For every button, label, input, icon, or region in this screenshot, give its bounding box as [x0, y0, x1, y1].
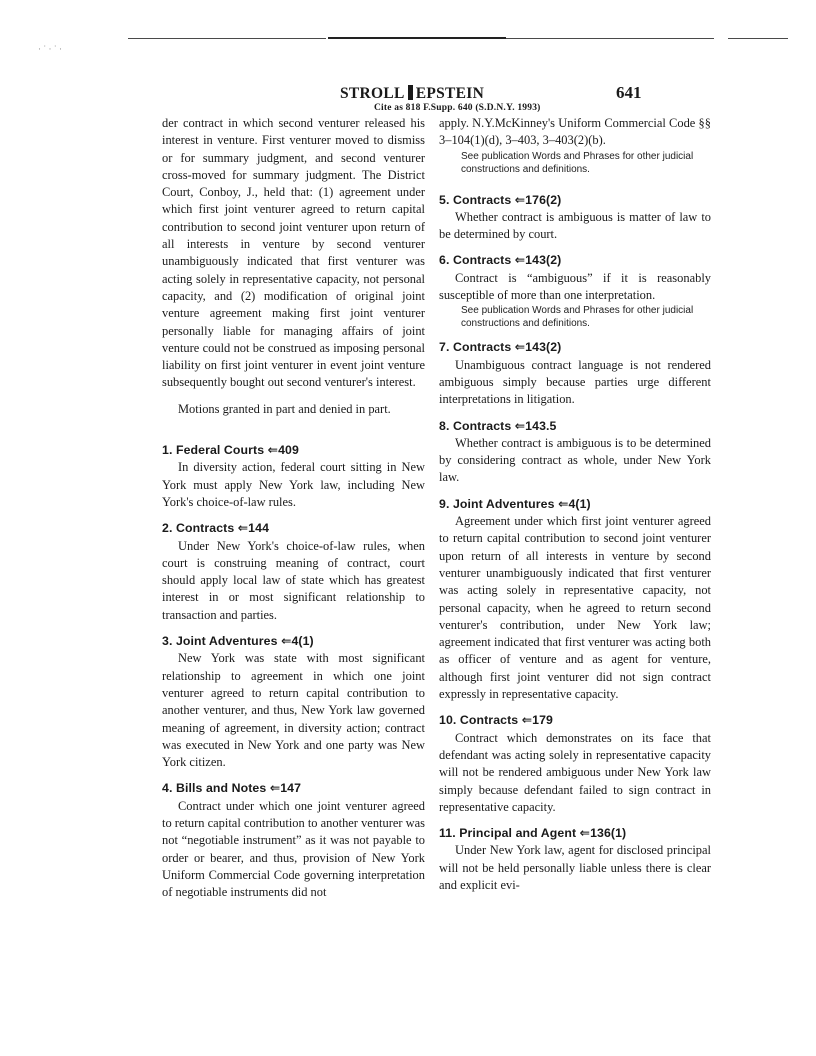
- headnote-5-text: Whether contract is ambiguous is matter of law to be determined by court.: [439, 209, 711, 242]
- scan-specks: · ˙ · ˙ ·: [38, 44, 62, 54]
- running-head-left: STROLL: [340, 85, 405, 102]
- headnote-10-title: 10. Contracts ⇐179: [439, 713, 553, 728]
- headnote-9-title: 9. Joint Adventures ⇐4(1): [439, 496, 591, 511]
- headnote-4-title: 4. Bills and Notes ⇐147: [162, 781, 302, 796]
- headnote-9-text: Agreement under which first joint venturer agreed to return capital contribution to second joint venturer upon return of all interests in venture by second venturer unambiguously indicated that first venturer was acting solely in representative capacity, not personal capacity, when he agreed to return second venturer's contribution, under New York law; agreement indicated that first venturer was acting both as officer of venture and as agent for venture, although first joint venturer did not sign contract expressly in representative capacity.: [439, 514, 711, 702]
- words-phrases-note-2: See publication Words and Phrases for other judicial constructions and definitions.: [461, 305, 694, 330]
- disposition: Motions granted in part and denied in part.: [178, 401, 391, 416]
- top-rule-far-right: [728, 38, 788, 39]
- headnote-7-title: 7. Contracts ⇐143(2): [439, 340, 562, 355]
- headnote-2-title: 2. Contracts ⇐144: [162, 521, 270, 536]
- top-rule-left: [128, 38, 326, 39]
- header-bar-mark: [408, 85, 413, 100]
- headnote-8-title: 8. Contracts ⇐143.5: [439, 418, 557, 433]
- words-phrases-note-1: See publication Words and Phrases for other judicial constructions and definitions.: [461, 150, 694, 175]
- headnote-8-text: Whether contract is ambiguous is to be determined by considering contract as whole, under New York law.: [439, 435, 711, 485]
- headnote-11-text: Under New York law, agent for disclosed principal will not be held personally liable unless there is clear and explicit evi-: [439, 843, 711, 892]
- headnote-4-text: Contract under which one joint venturer agreed to return capital contribution to another venturer was not “negotiable instrument” as it was not payable to order or bearer, and thus, provision of New York Uniform Commercial Code governing interpretation of negotiable instruments did not: [162, 798, 425, 900]
- headnote-2-text: Under New York's choice-of-law rules, when court is construing meaning of contract, court should apply local law of state which has greatest interest in or most significant relationship to transaction and parties.: [162, 538, 425, 622]
- left-column: [162, 115, 425, 901]
- citation-line: Cite as 818 F.Supp. 640 (S.D.N.Y. 1993): [374, 103, 541, 113]
- headnote-11-title: 11. Principal and Agent ⇐136(1): [439, 826, 627, 841]
- headnote-1-text: In diversity action, federal court sitting in New York must apply New York law, including New York's choice-of-law rules.: [162, 460, 425, 509]
- headnote-4-continued: apply. N.Y.McKinney's Uniform Commercial Code §§ 3–104(1)(d), 3–403, 3–403(2)(b).: [439, 116, 711, 148]
- headnote-1-title: 1. Federal Courts ⇐409: [162, 443, 299, 458]
- headnote-3-text: New York was state with most significant relationship to agreement in which one joint venturer agreed to return capital contribution to another venturer, and thus, New York law governed meaning of agreement, in diversity action; contract was executed in New York and one party was New York citizen.: [162, 651, 425, 770]
- top-rule-right: [506, 38, 714, 39]
- running-head: [340, 85, 484, 103]
- headnote-3-title: 3. Joint Adventures ⇐4(1): [162, 634, 314, 649]
- headnote-5-title: 5. Contracts ⇐176(2): [439, 192, 562, 207]
- running-head-right: EPSTEIN: [415, 85, 485, 102]
- headnote-6-text: Contract is “ambiguous” if it is reasonably susceptible of more than one interpretation.: [439, 270, 711, 303]
- right-column: [439, 115, 711, 894]
- headnote-7-text: Unambiguous contract language is not rendered ambiguous simply because parties urge different interpretations in litigation.: [439, 357, 711, 407]
- page-number: 641: [616, 83, 642, 102]
- top-rule-center: [328, 37, 506, 39]
- headnote-6-title: 6. Contracts ⇐143(2): [439, 253, 562, 268]
- headnote-10-text: Contract which demonstrates on its face that defendant was acting solely in representative capacity will not be rendered ambiguous under New York law simply because defendant failed to sign contract in representative capacity.: [439, 730, 711, 814]
- synopsis-continued: der contract in which second venturer released his interest in venture. First venturer moved to dismiss or for summary judgment, and second venturer cross-moved for summary judgment. The District Court, Conboy, J., held that: (1) agreement under which first joint venturer agreed to return capital contribution to second joint venturer upon return of all interests in venture by second venturer unambiguously indicated that first venturer was acting solely in representative capacity, not personal capacity, and (2) modification of original joint venture agreement making first joint venturer personally liable for managing affairs of joint venture could not be construed as imposing personal liability on first joint venturer in event joint venture subsequently bought out second venturer's interest.: [162, 116, 425, 390]
